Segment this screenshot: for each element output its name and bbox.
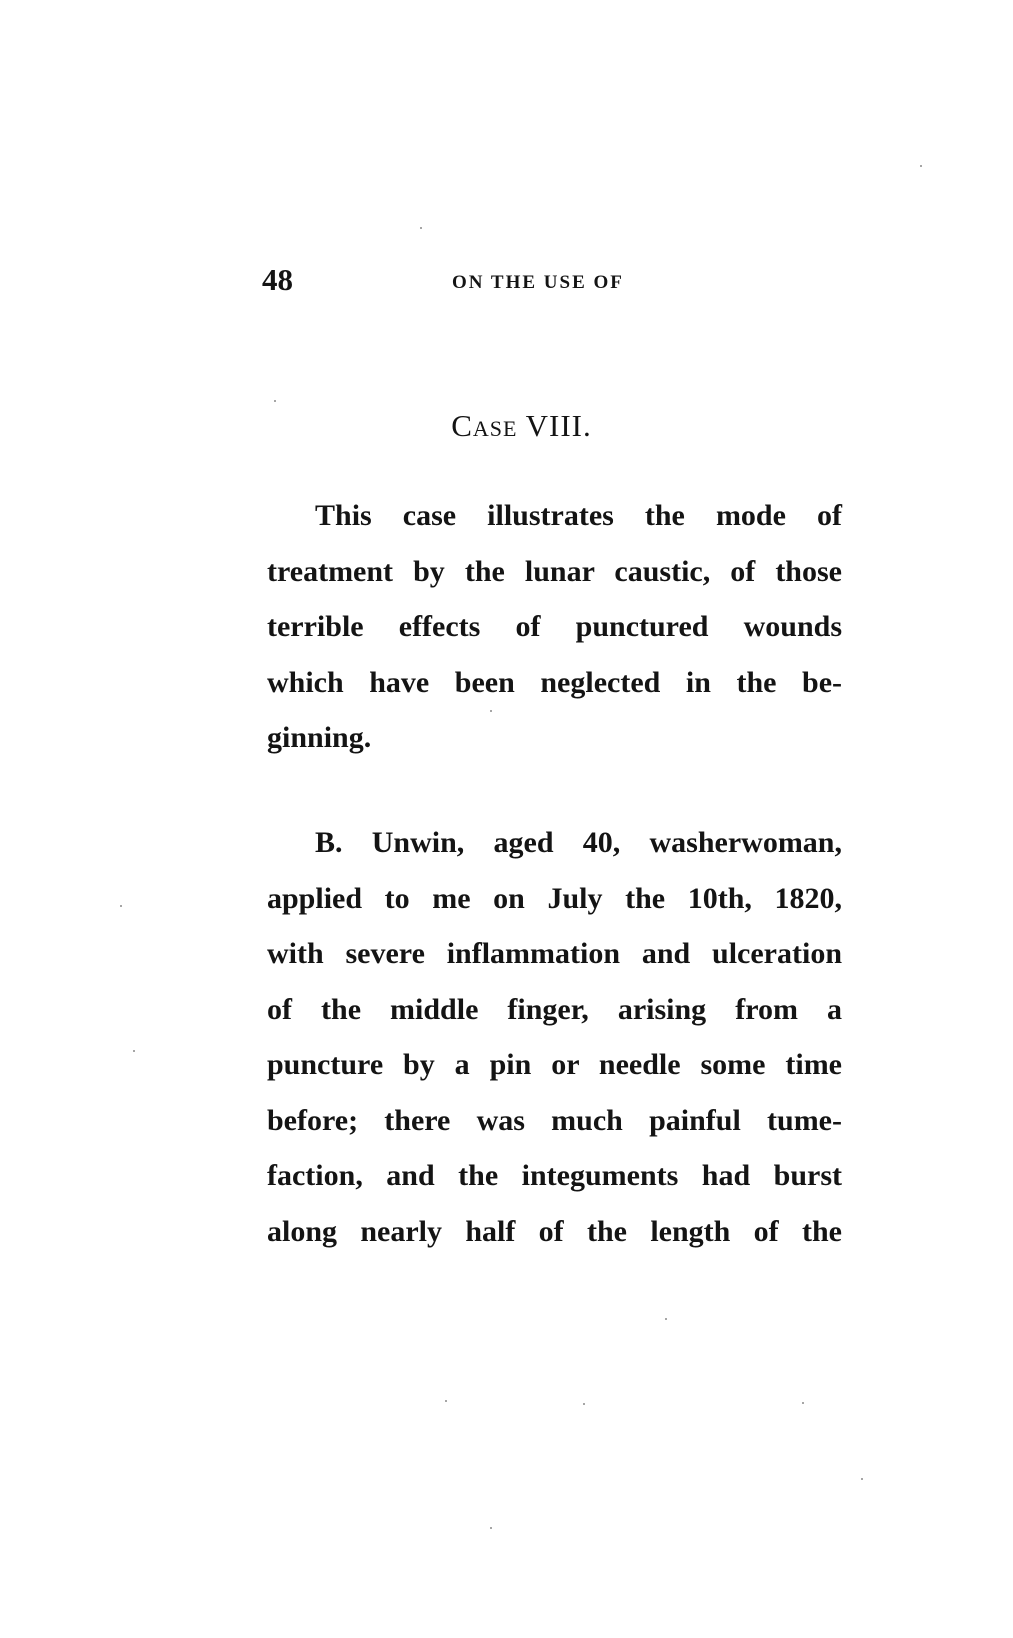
text-line: puncture by a pin or needle some time <box>267 1048 842 1081</box>
scan-speck <box>445 1400 447 1402</box>
case-heading <box>0 408 1013 444</box>
running-title: ON THE USE OF <box>452 272 624 293</box>
paragraph-intro <box>267 488 842 766</box>
scan-speck <box>274 400 276 402</box>
scan-speck <box>420 227 422 229</box>
text-line: treatment by the lunar caustic, of those <box>267 554 842 588</box>
running-header <box>262 262 822 302</box>
case-heading-text: Case VIII. <box>451 408 592 443</box>
text-line: This case illustrates the mode of <box>315 499 842 532</box>
paragraph-case-history <box>267 815 842 1259</box>
scan-speck <box>920 165 922 167</box>
scan-speck <box>133 1050 135 1052</box>
scan-speck <box>583 1403 585 1405</box>
text-line: applied to me on July the 10th, 1820, <box>267 881 842 915</box>
scan-speck <box>802 1402 804 1404</box>
text-line: which have been neglected in the be- <box>267 665 842 699</box>
text-line: faction, and the integuments had burst <box>267 1159 842 1192</box>
scan-speck <box>861 1478 863 1480</box>
text-line: of the middle finger, arising from a <box>267 992 842 1026</box>
scan-speck <box>665 1318 667 1320</box>
text-line: with severe inflammation and ulceration <box>267 937 842 970</box>
scan-speck <box>120 905 122 907</box>
text-line: terrible effects of punctured wounds <box>267 610 842 643</box>
scan-speck <box>490 710 492 712</box>
page-number: 48 <box>262 262 293 297</box>
text-line: along nearly half of the length of the <box>267 1214 842 1248</box>
text-line: B. Unwin, aged 40, washerwoman, <box>315 826 842 859</box>
scan-speck <box>490 1527 492 1529</box>
text-line: before; there was much painful tume- <box>267 1103 842 1137</box>
text-line: ginning. <box>267 721 372 754</box>
